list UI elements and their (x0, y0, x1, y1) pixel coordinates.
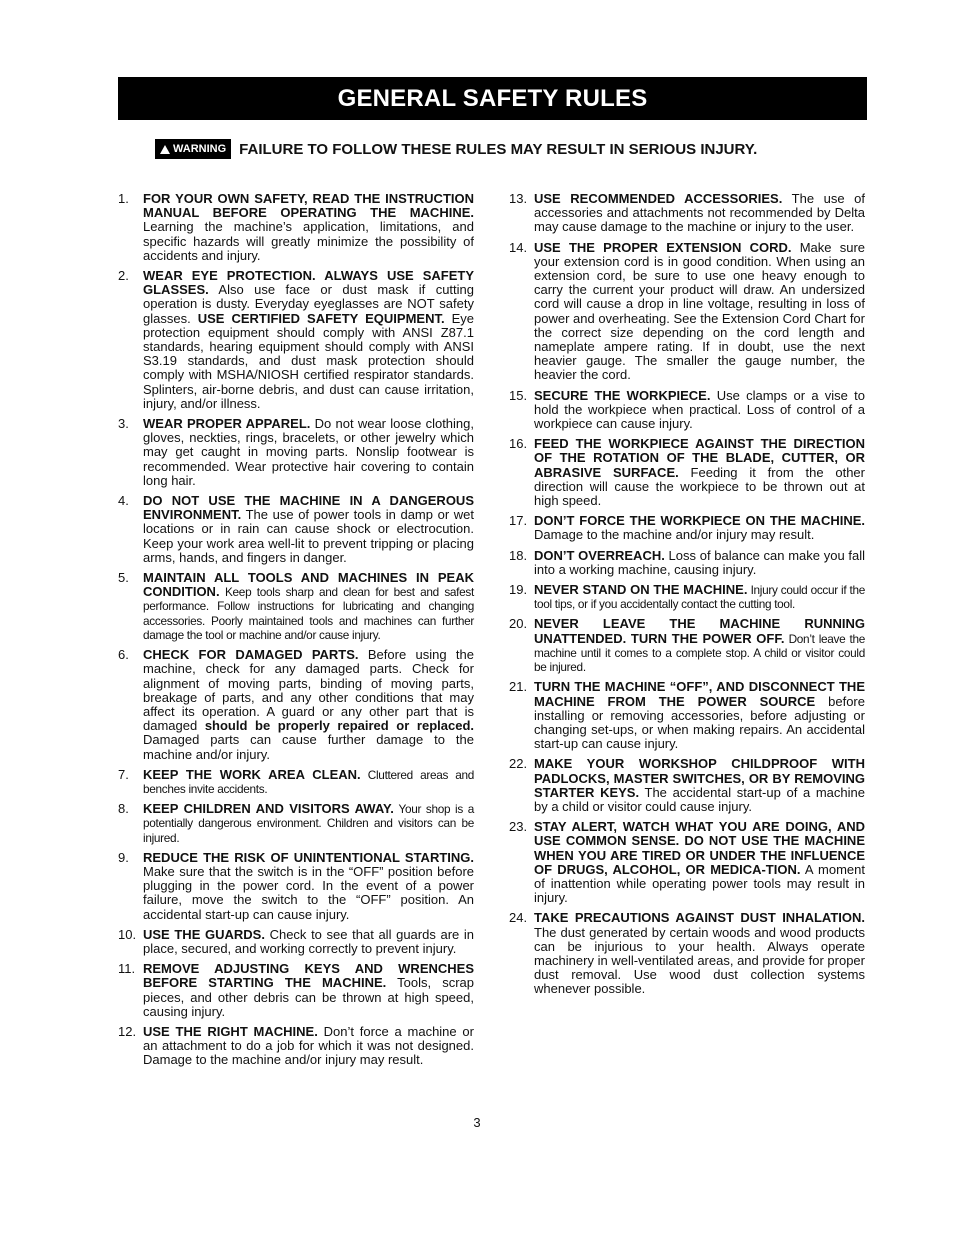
rule-number: 19. (509, 582, 528, 598)
rule-text (143, 417, 474, 488)
rule-number: 14. (509, 239, 528, 255)
rule-number: 16. (509, 436, 528, 452)
warning-badge-label: WARNING (173, 143, 227, 155)
rule-text (143, 1025, 474, 1068)
rule-number: 11. (118, 961, 136, 977)
rule-body: before installing or removing accessories, before adjusting or changing set-ups, or when making repairs. An accidental start-up can cause injury. (534, 693, 865, 752)
page-number: 3 (473, 1115, 481, 1130)
rule-text (143, 768, 474, 796)
rule-item (509, 820, 865, 905)
rule-item (509, 757, 865, 814)
rule-body: Also use face or dust mask if cutting operation is dusty. Everyday eyeglasses are NOT safety glasses. (143, 282, 474, 326)
warning-badge (155, 139, 231, 159)
rule-text (534, 617, 865, 674)
rule-body: Do not wear loose clothing, gloves, neckties, rings, bracelets, or other jewelry which may get caught in moving parts. Nonslip footwear is recommended. Wear protective hair covering to contain long hair. (143, 416, 475, 488)
rule-text (143, 494, 474, 565)
rule-number: 20. (509, 616, 528, 632)
rule-emphasis: should be properly repaired or replaced. (204, 718, 474, 734)
rules-column-right (509, 192, 865, 1003)
rule-text (143, 648, 474, 762)
rule-item (509, 549, 865, 577)
rule-body: Don’t leave the machine until it comes to a complete stop. A child or visitor could be injured. (534, 631, 865, 675)
rule-body: Injury could occur if the tool tips, or if you accidentally contact the cutting tool. (534, 583, 865, 612)
rule-body: Use clamps or a vise to hold the workpiece when practical. Loss of control of a workpiece can cause injury. (534, 387, 866, 432)
warning-text: FAILURE TO FOLLOW THESE RULES MAY RESULT IN SERIOUS INJURY. (239, 140, 758, 158)
rule-heading: DON’T FORCE THE WORKPIECE ON THE MACHINE. (534, 513, 865, 529)
rule-item (509, 617, 865, 674)
rule-text (534, 514, 865, 542)
rule-number: 7. (118, 766, 129, 782)
rule-heading: NEVER LEAVE THE MACHINE RUNNING UNATTENDED. TURN THE POWER OFF. (534, 616, 865, 646)
rule-number: 10. (118, 926, 137, 942)
rule-heading: STAY ALERT, WATCH WHAT YOU ARE DOING, AND USE COMMON SENSE. DO NOT USE THE MACHINE WHEN YOU ARE TIRED OR UNDER THE INFLUENCE OF DRUGS, ALCOHOL, OR MEDICA-TION. (534, 819, 865, 877)
rule-text (143, 192, 474, 263)
rule-item (509, 241, 865, 383)
rule-body: A moment of inattention while operating power tools may result in injury. (534, 861, 866, 906)
rule-number: 17. (509, 513, 528, 529)
rule-number: 3. (118, 416, 129, 432)
rule-number: 18. (509, 547, 528, 563)
rule-emphasis: USE CERTIFIED SAFETY EQUIPMENT. (197, 310, 445, 326)
rule-heading: FEED THE WORKPIECE AGAINST THE DIRECTION OF THE ROTATION OF THE BLADE, CUTTER, OR ABRASIVE SURFACE. (534, 436, 865, 480)
rule-item (509, 514, 865, 542)
title-banner (118, 77, 867, 120)
rule-text (143, 269, 474, 411)
rule-text (534, 680, 865, 751)
rule-text (534, 192, 865, 235)
rule-text (534, 389, 865, 432)
rule-body: Make sure that the switch is in the “OFF” position before plugging in the power cord. In the event of a power failure, move the switch to the “OFF” position. An accidental start-up can cause injury. (143, 863, 474, 922)
rule-number: 6. (118, 647, 129, 663)
rule-body-continued: Damaged parts can cause further damage to the machine and/or injury. (143, 732, 474, 762)
rule-item (509, 911, 865, 996)
rule-item (509, 583, 865, 611)
rule-heading: DON’T OVERREACH. (534, 547, 665, 563)
rule-heading: KEEP CHILDREN AND VISITORS AWAY. (143, 801, 394, 817)
rule-body: The use of accessories and attachments not recommended by Delta may cause damage to the machine or injury to the user. (534, 191, 865, 235)
rule-text (143, 571, 474, 642)
rule-item (118, 768, 474, 796)
rule-number: 13. (509, 191, 528, 206)
rule-body: Keep tools sharp and clean for best and safest performance. Follow instructions for lubricating and changing accessories. Poorly maintained tools and machines can further damage the tool or machine and/or cause injury. (143, 585, 474, 642)
rule-heading: CHECK FOR DAMAGED PARTS. (143, 647, 359, 663)
rule-item (118, 571, 474, 642)
rule-number: 8. (118, 801, 129, 817)
rule-item (118, 1025, 474, 1068)
rule-number: 24. (509, 910, 528, 926)
rule-heading: USE THE RIGHT MACHINE. (143, 1023, 318, 1039)
rule-body: Damage to the machine and/or injury may result. (534, 527, 815, 543)
rule-number: 5. (118, 570, 129, 586)
rule-body: Loss of balance can make you fall into a working machine, causing injury. (534, 547, 866, 577)
rule-text (143, 962, 474, 1019)
rule-heading: TURN THE MACHINE “OFF”, AND DISCONNECT THE MACHINE FROM THE POWER SOURCE (534, 679, 865, 709)
rule-heading: REMOVE ADJUSTING KEYS AND WRENCHES BEFORE STARTING THE MACHINE. (143, 961, 474, 991)
rule-number: 21. (509, 679, 528, 695)
warning-line (155, 139, 757, 159)
rule-heading: WEAR PROPER APPAREL. (143, 416, 311, 432)
rule-body: Feeding it from the other direction will cause the workpiece to be thrown out at high speed. (534, 464, 865, 509)
rule-heading: MAKE YOUR WORKSHOP CHILDPROOF WITH PADLOCKS, MASTER SWITCHES, OR BY REMOVING STARTER KEYS. (534, 756, 865, 800)
rule-heading: DO NOT USE THE MACHINE IN A DANGEROUS ENVIRONMENT. (143, 493, 474, 523)
rule-body: Tools, scrap pieces, and other debris can be thrown at high speed, causing injury. (143, 975, 474, 1019)
rule-text (143, 802, 474, 845)
rule-item (509, 192, 865, 235)
rule-text (143, 928, 474, 956)
rule-number: 1. (118, 191, 129, 206)
rule-number: 2. (118, 268, 129, 284)
rule-heading: SECURE THE WORKPIECE. (534, 387, 711, 403)
rule-number: 22. (509, 756, 528, 772)
rule-number: 12. (118, 1023, 137, 1039)
rule-number: 23. (509, 819, 528, 835)
rule-heading: MAINTAIN ALL TOOLS AND MACHINES IN PEAK CONDITION. (143, 570, 474, 600)
rule-body: Make sure your extension cord is in good condition. When using an extension cord, be sure to use one heavy enough to carry the current your product will draw. An undersized cord will cause a drop in line voltage, resulting in loss of power and overheating. See the Extension Cord Chart for the correct size depending on the cord length and nameplate ampere rating. If in doubt, use the next heavier gauge. The smaller the gauge number, the heavier the cord. (534, 239, 865, 383)
rule-text (534, 820, 865, 905)
rule-body: The use of power tools in damp or wet locations or in rain can cause shock or electrocution. Keep your work area well-lit to prevent tripping or placing arms, hands, and fingers in danger. (143, 507, 474, 565)
rule-number: 15. (509, 387, 528, 403)
rule-text (534, 757, 865, 814)
rule-item (118, 851, 474, 922)
rule-body: Learning the machine’s application, limitations, and specific hazards will greatly minimize the possibility of accidents and injury. (143, 219, 474, 263)
rule-item (118, 648, 474, 762)
rule-item (509, 389, 865, 432)
rules-column-left (118, 192, 474, 1074)
rule-text (534, 911, 865, 996)
rule-heading: REDUCE THE RISK OF UNINTENTIONAL STARTING. (143, 849, 474, 865)
rule-number: 4. (118, 493, 129, 509)
rule-item (118, 269, 474, 411)
rule-heading: USE RECOMMENDED ACCESSORIES. (534, 191, 783, 206)
rule-body: Don’t force a machine or an attachment to do a job for which it was not designed. Damage to the machine and/or injury may result. (143, 1023, 474, 1068)
rule-item (118, 417, 474, 488)
rule-item (509, 680, 865, 751)
rule-heading: FOR YOUR OWN SAFETY, READ THE INSTRUCTION MANUAL BEFORE OPERATING THE MACHINE. (143, 191, 474, 221)
rule-text (143, 851, 474, 922)
rule-heading: WEAR EYE PROTECTION. ALWAYS USE SAFETY GLASSES. (143, 268, 474, 298)
rule-item (118, 962, 474, 1019)
rule-item (118, 192, 474, 263)
rule-body: Check to see that all guards are in place, secured, and working correctly to prevent injury. (143, 926, 475, 956)
rule-item (509, 437, 865, 508)
rule-item (118, 928, 474, 956)
rule-text (534, 437, 865, 508)
rule-heading: USE THE PROPER EXTENSION CORD. (534, 239, 792, 255)
rule-body: The dust generated by certain woods and wood products can be injurious to your health. Always operate machinery in well-ventilated areas, and provide for proper dust removal. Use wood dust collection systems whenever possible. (534, 924, 865, 997)
rule-heading: KEEP THE WORK AREA CLEAN. (143, 766, 361, 782)
rule-body: Cluttered areas and benches invite accidents. (143, 767, 474, 796)
rule-body: Your shop is a potentially dangerous environment. Children and visitors can be injured. (143, 802, 474, 845)
rule-body-continued: Eye protection equipment should comply with ANSI Z87.1 standards, hearing equipment should comply with ANSI S3.19 standards, and dust mask protection should comply with MSHA/NIOSH certified respirator standards. Splinters, air-borne debris, and dust can cause irritation, injury, and/or illness. (143, 310, 474, 411)
rule-item (118, 802, 474, 845)
page-title: GENERAL SAFETY RULES (337, 84, 648, 112)
rule-number: 9. (118, 849, 129, 865)
rule-text (534, 583, 865, 611)
rule-item (118, 494, 474, 565)
rule-heading: NEVER STAND ON THE MACHINE. (534, 582, 748, 598)
rule-body: Before using the machine, check for any damaged parts. Check for alignment of moving parts, binding of moving parts, breakage of parts, and any other conditions that may affect its operation. A guard or any other part that is damaged (143, 647, 474, 734)
rule-text (534, 549, 865, 577)
rule-text (534, 241, 865, 383)
rule-body: The accidental start-up of a machine by a child or visitor could cause injury. (534, 784, 865, 814)
warning-triangle-icon (160, 145, 170, 154)
rule-heading: TAKE PRECAUTIONS AGAINST DUST INHALATION. (534, 910, 865, 926)
rule-heading: USE THE GUARDS. (143, 926, 265, 942)
